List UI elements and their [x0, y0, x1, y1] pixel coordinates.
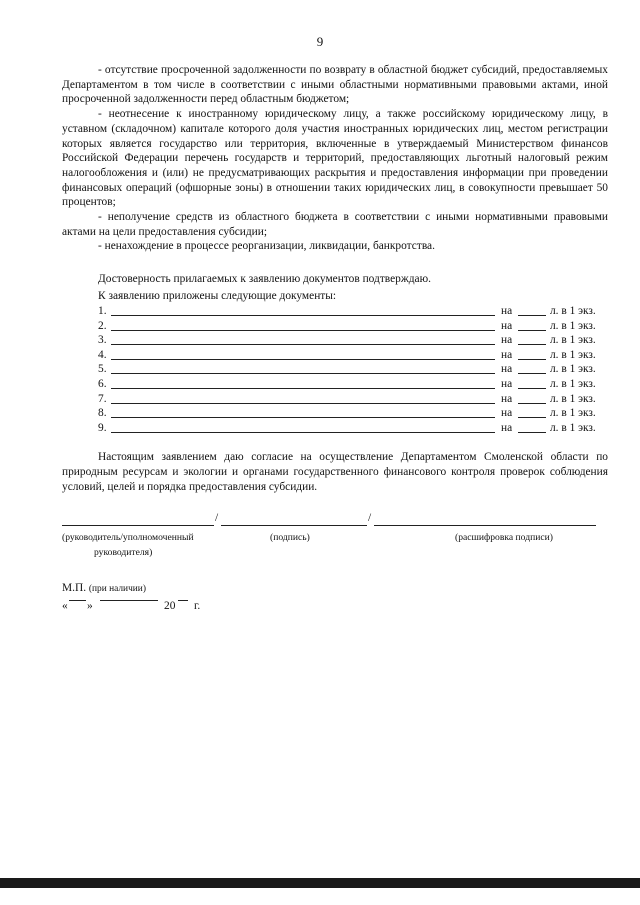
document-pages-field[interactable] [518, 403, 546, 404]
document-number: 4. [98, 348, 107, 361]
head-signature-field[interactable] [62, 525, 214, 526]
head-caption: (руководитель/уполномоченный [62, 532, 194, 543]
condition-not-foreign: - неотнесение к иностранному юридическому лицу, а также российскому юридическому лицу, в уставном (складочном) капитале которого доля участия иностранных юридических лиц, местом регистрации которых является государство или территория, включенные в утверждаемый Министерством финансов Российской Федерации перечень государств и территорий, предоставляющих льготный налоговый режим налогообложения и (или) не предусматривающих раскрытия и предоставления информации при проведении финансовых операций (офшорные зоны) в отношении таких юридических лиц, в совокупности превышает 50 процентов; [62, 108, 608, 209]
document-number: 8. [98, 407, 107, 420]
document-row-2 [98, 319, 610, 334]
document-na-label: на [501, 305, 513, 317]
stamp-note: (при наличии) [88, 584, 146, 594]
document-name-field[interactable] [111, 432, 495, 433]
document-row-9 [98, 421, 610, 436]
document-number: 7. [98, 392, 107, 405]
document-pages-field[interactable] [518, 344, 546, 345]
attached-documents-title: К заявлению приложены следующие документы: [98, 290, 337, 302]
document-pages-suffix: л. в 1 экз. [550, 392, 596, 405]
signature-separator: / [215, 512, 219, 524]
document-pages-suffix: л. в 1 экз. [550, 305, 596, 317]
confirmation-statement: Достоверность прилагаемых к заявлению документов подтверждаю. [98, 273, 431, 285]
document-name-field[interactable] [111, 417, 495, 418]
consent-statement [62, 450, 608, 495]
scan-bottom-edge [0, 878, 640, 888]
document-pages-suffix: л. в 1 экз. [550, 377, 596, 390]
attached-documents-list [98, 304, 610, 435]
document-name-field[interactable] [111, 344, 495, 345]
document-number: 9. [98, 421, 107, 434]
document-number: 2. [98, 319, 107, 332]
document-na-label: на [501, 363, 513, 376]
date-open-quote: « [62, 600, 68, 612]
signature-decode-field[interactable] [374, 525, 596, 526]
signature-separator: / [368, 512, 372, 524]
signature-field[interactable] [221, 525, 367, 526]
document-pages-suffix: л. в 1 экз. [550, 421, 596, 434]
document-pages-field[interactable] [518, 315, 546, 316]
document-na-label: на [501, 377, 513, 390]
condition-not-reorganizing: - ненахождение в процессе реорганизации, ликвидации, банкротства. [98, 240, 435, 253]
stamp-place [62, 582, 146, 594]
document-row-4 [98, 348, 610, 363]
document-name-field[interactable] [111, 359, 495, 360]
document-name-field[interactable] [111, 388, 495, 389]
document-pages-field[interactable] [518, 359, 546, 360]
document-row-3 [98, 333, 610, 348]
document-pages-suffix: л. в 1 экз. [550, 407, 596, 420]
document-pages-field[interactable] [518, 330, 546, 331]
document-na-label: на [501, 319, 513, 332]
document-na-label: на [501, 392, 513, 405]
document-number: 6. [98, 377, 107, 390]
document-number: 1. [98, 305, 107, 317]
document-na-label: на [501, 334, 513, 347]
signature-decode-caption: (расшифровка подписи) [455, 532, 553, 543]
date-year-prefix: 20 [164, 600, 176, 612]
date-month-field[interactable] [100, 600, 158, 601]
document-row-6 [98, 377, 610, 392]
date-close-quote: » [87, 600, 93, 612]
document-number: 5. [98, 363, 107, 376]
condition-no-debt: - отсутствие просроченной задолженности по возврату в областной бюджет субсидий, предоставляемых Департаментом в том числе в соответствии с иными областными нормативными правовыми актами, иной просроченной задолженности перед областным бюджетом; [62, 64, 608, 106]
document-row-8 [98, 406, 610, 421]
condition-no-other-funds: - неполучение средств из областного бюджета в соответствии с иными нормативными правовыми актами на цели предоставления субсидии; [62, 211, 608, 238]
head-caption-line2: руководителя) [94, 547, 153, 558]
document-row-5 [98, 362, 610, 377]
document-pages-suffix: л. в 1 экз. [550, 348, 596, 361]
document-pages-suffix: л. в 1 экз. [550, 334, 596, 347]
document-number: 3. [98, 334, 107, 347]
document-pages-suffix: л. в 1 экз. [550, 319, 596, 332]
document-row-7 [98, 392, 610, 407]
date-year-field[interactable] [178, 600, 188, 601]
document-name-field[interactable] [111, 315, 495, 316]
conditions-list [62, 63, 608, 254]
document-na-label: на [501, 348, 513, 361]
document-pages-suffix: л. в 1 экз. [550, 363, 596, 376]
document-pages-field[interactable] [518, 373, 546, 374]
document-pages-field[interactable] [518, 417, 546, 418]
date-year-suffix: г. [194, 600, 201, 612]
document-name-field[interactable] [111, 373, 495, 374]
document-name-field[interactable] [111, 330, 495, 331]
stamp-label: М.П. [62, 582, 87, 594]
document-pages-field[interactable] [518, 432, 546, 433]
document-pages-field[interactable] [518, 388, 546, 389]
document-name-field[interactable] [111, 403, 495, 404]
date-line [62, 600, 222, 614]
date-day-field[interactable] [69, 600, 86, 601]
signature-caption: (подпись) [270, 532, 310, 543]
consent-text: Настоящим заявлением даю согласие на осуществление Департаментом Смоленской области по природным ресурсам и экологии и органами государственного финансового контроля проверок соблюдения условий, целей и порядка предоставления субсидии. [62, 451, 608, 493]
document-na-label: на [501, 421, 513, 434]
page-number: 9 [316, 34, 324, 49]
document-na-label: на [501, 407, 513, 420]
document-row-1 [98, 304, 610, 319]
